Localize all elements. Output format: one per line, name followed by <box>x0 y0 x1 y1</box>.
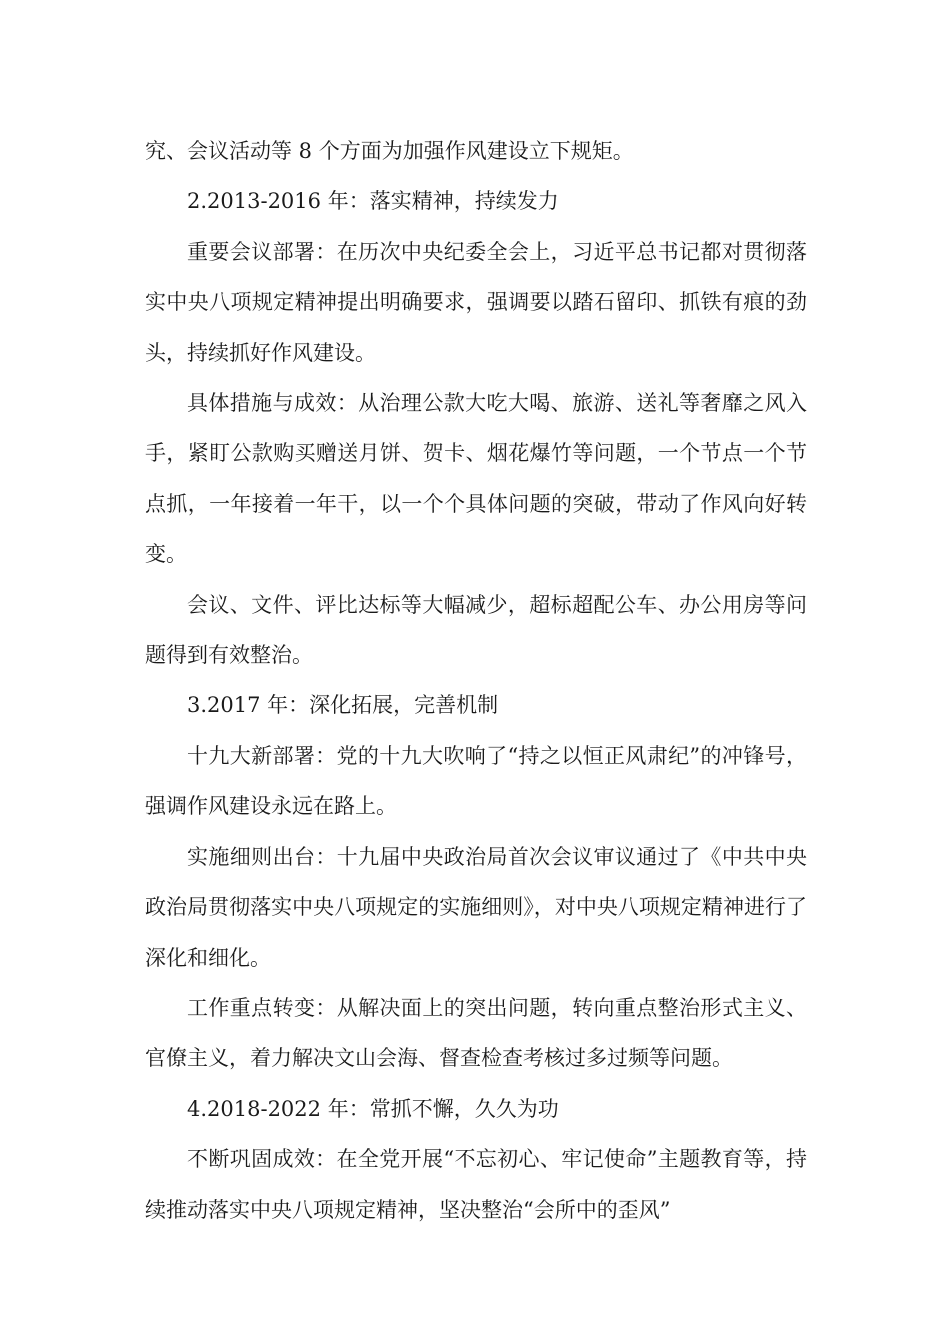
section-heading-2013-2016: 2.2013-2016 年：落实精神，持续发力 <box>187 189 559 214</box>
paragraph-meeting-deployment: 重要会议部署：在历次中央纪委全会上，习近平总书记都对贯彻落实中央八项规定精神提出明确要求，强调要以踏石留印、抓铁有痕的劲头，持续抓好作风建设。 <box>145 239 807 365</box>
paragraph-focus-shift: 工作重点转变：从解决面上的突出问题，转向重点整治形式主义、官僚主义，着力解决文山会海、督查检查考核过多过频等问题。 <box>145 995 807 1071</box>
paragraph-measures-results: 具体措施与成效：从治理公款大吃大喝、旅游、送礼等奢靡之风入手，紧盯公款购买赠送月饼、贺卡、烟花爆竹等问题，一个节点一个节点抓，一年接着一年干，以一个个具体问题的突破，带动了作风向好转变。 <box>145 391 807 567</box>
paragraph-implementation-rules: 实施细则出台：十九届中央政治局首次会议审议通过了《中共中央政治局贯彻落实中央八项规定的实施细则》，对中央八项规定精神进行了深化和细化。 <box>145 844 807 970</box>
paragraph-consolidate-results: 不断巩固成效：在全党开展“不忘初心、牢记使命”主题教育等，持续推动落实中央八项规定精神，坚决整治“会所中的歪风” <box>145 1147 807 1222</box>
section-heading-2017: 3.2017 年：深化拓展，完善机制 <box>187 693 499 718</box>
paragraph-continuation: 究、会议活动等 8 个方面为加强作风建设立下规矩。 <box>145 139 634 163</box>
document-body <box>145 126 807 1235</box>
section-heading-2018-2022: 4.2018-2022 年：常抓不懈，久久为功 <box>187 1096 559 1121</box>
paragraph-meetings-reduced: 会议、文件、评比达标等大幅减少，超标超配公车、办公用房等问题得到有效整治。 <box>145 592 807 668</box>
paragraph-19th-congress: 十九大新部署：党的十九大吹响了“持之以恒正风肃纪”的冲锋号，强调作风建设永远在路上。 <box>145 743 807 819</box>
